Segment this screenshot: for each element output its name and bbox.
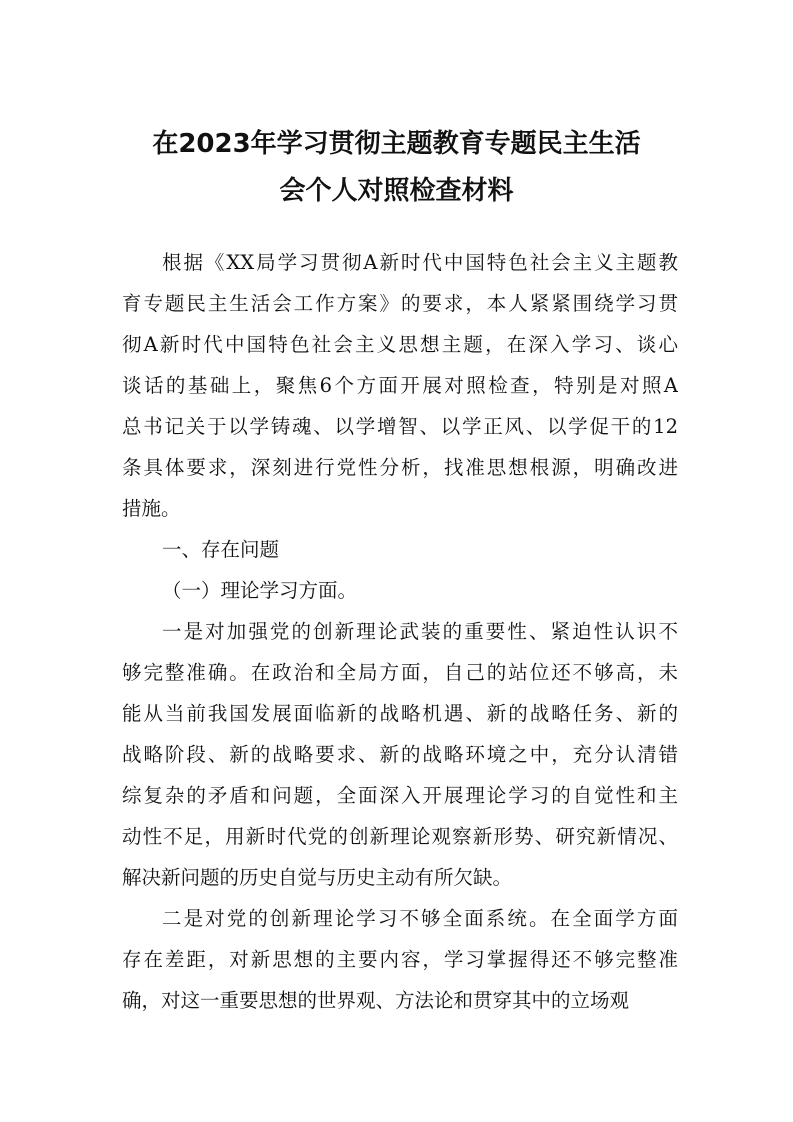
text-line: 解决新问题的历史自觉与历史主动有所欠缺。 bbox=[122, 866, 513, 889]
title-line-1: 在2023年学习贯彻主题教育专题民主生活 bbox=[152, 129, 641, 159]
text-line: 二是对党的创新理论学习不够全面系统。在全面学方面 bbox=[162, 907, 678, 930]
title-line-2: 会个人对照检查材料 bbox=[279, 176, 514, 206]
paragraph bbox=[122, 242, 678, 529]
paragraph bbox=[122, 611, 678, 898]
text-line: 总书记关于以学铸魂、以学增智、以学正风、以学促干的12 bbox=[122, 415, 678, 438]
text-line: 存在差距，对新思想的主要内容，学习掌握得还不够完整准 bbox=[122, 948, 678, 971]
text-line: 够完整准确。在政治和全局方面，自己的站位还不够高，未 bbox=[122, 661, 678, 684]
text-line: 根据《XX局学习贯彻A新时代中国特色社会主义主题教 bbox=[162, 251, 678, 274]
text-line: 综复杂的矛盾和问题，全面深入开展理论学习的自觉性和主 bbox=[122, 784, 678, 807]
text-line: 确，对这一重要思想的世界观、方法论和贯穿其中的立场观 bbox=[122, 989, 630, 1012]
paragraph bbox=[122, 570, 678, 611]
text-line: 能从当前我国发展面临新的战略机遇、新的战略任务、新的 bbox=[122, 702, 678, 725]
text-line: 彻A新时代中国特色社会主义思想主题，在深入学习、谈心 bbox=[122, 333, 678, 356]
paragraph bbox=[122, 898, 678, 1021]
text-line: 措施。 bbox=[122, 497, 181, 520]
text-line: （一）理论学习方面。 bbox=[162, 579, 358, 602]
document-body bbox=[122, 242, 678, 1021]
paragraph bbox=[122, 529, 678, 570]
text-line: 条具体要求，深刻进行党性分析，找准思想根源，明确改进 bbox=[122, 456, 678, 479]
text-line: 动性不足，用新时代党的创新理论观察新形势、研究新情况、 bbox=[122, 825, 678, 848]
text-line: 一、存在问题 bbox=[162, 538, 280, 561]
text-line: 育专题民主生活会工作方案》的要求，本人紧紧围绕学习贯 bbox=[122, 292, 678, 315]
document-title bbox=[110, 121, 683, 215]
text-line: 一是对加强党的创新理论武装的重要性、紧迫性认识不 bbox=[162, 620, 678, 643]
text-line: 战略阶段、新的战略要求、新的战略环境之中，充分认清错 bbox=[122, 743, 678, 766]
text-line: 谈话的基础上，聚焦6个方面开展对照检查，特别是对照A bbox=[122, 374, 678, 397]
